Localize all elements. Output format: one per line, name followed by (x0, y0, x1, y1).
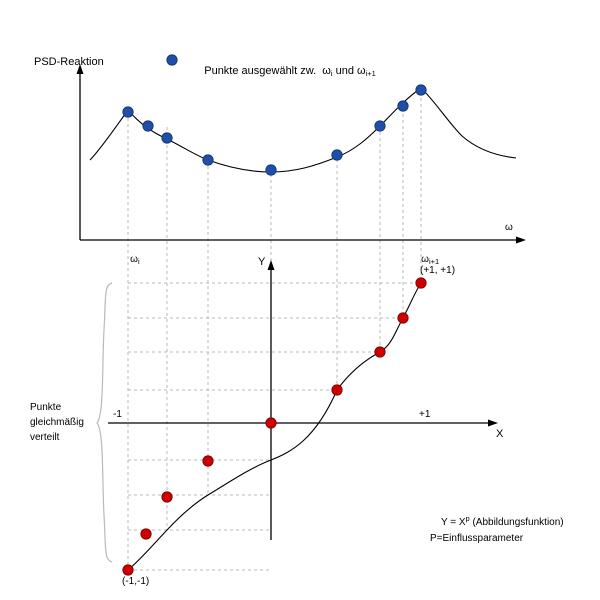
top-tick-omega-ip1-sym: ω (421, 254, 429, 265)
legend-and: und (335, 65, 354, 77)
bottom-tick-minus-one: -1 (113, 409, 122, 420)
formula-mapping-note: (Abbildungsfunktion) (472, 517, 564, 528)
bottom-axis-y-label: Y (258, 256, 266, 268)
legend-omega-i-sub: i (330, 69, 333, 78)
formula-mapping-exponent: p (465, 514, 470, 523)
formula-parameter: P=Einflussparameter (430, 533, 524, 544)
top-sample-points (123, 85, 426, 175)
top-tick-omega-i (119, 243, 140, 277)
brace-label-line1: Punkte (30, 402, 62, 413)
top-axis-x-label: ω (505, 222, 513, 233)
legend-omega-ip1-sub: i+1 (365, 69, 376, 78)
bottom-tick-plus-one: +1 (419, 409, 431, 420)
brace-label-line3: verteilt (30, 432, 60, 443)
top-tick-omega-ip1-sub: i+1 (428, 257, 440, 266)
top-tick-omega-i-sym: ω (130, 254, 138, 265)
psd-curve (90, 88, 516, 172)
legend-omega-i: ω (322, 65, 331, 77)
bottom-sample-points (123, 278, 426, 575)
legend-omega-ip1: ω (357, 65, 366, 77)
brace-label-line2: gleichmäßig (30, 417, 84, 428)
legend-text: Punkte ausgewählt zw. (204, 65, 317, 77)
point-label-bottom-left: (-1,-1) (122, 576, 150, 587)
bottom-axis-y (268, 260, 275, 540)
top-axis-y-label: PSD-Reaktion (34, 56, 104, 68)
legend-label (192, 53, 376, 90)
formula-mapping-base: Y = X (440, 517, 466, 528)
point-label-top-right: (+1, +1) (420, 265, 456, 276)
legend-marker-icon (167, 55, 177, 65)
bottom-axis-x-label: X (496, 428, 504, 440)
top-tick-omega-i-sub: i (137, 257, 140, 266)
top-axis-x (80, 237, 526, 244)
top-axis-y (77, 64, 84, 240)
bottom-axis-x (108, 420, 498, 427)
